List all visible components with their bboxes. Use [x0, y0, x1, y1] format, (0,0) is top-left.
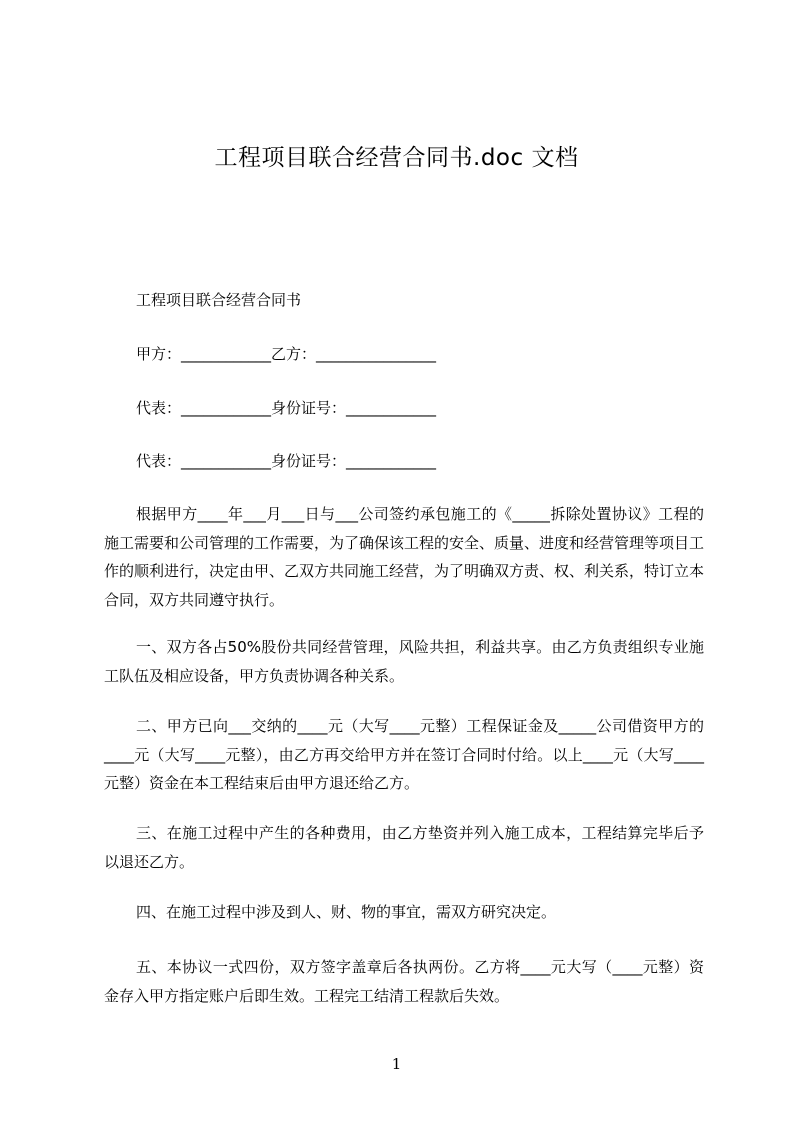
- representative-line-1: 代表：____________身份证号：____________: [136, 399, 437, 417]
- paragraph-intro: 根据甲方____年___月___日与___公司签约承包施工的《_____拆除处置协议》工程的施工需要和公司管理的工作需要，为了确保该工程的安全、质量、进度和经营管理等项目工作的顺利进行，决定由甲、乙双方共同施工经营，为了明确双方责、权、利关系，特订立本合同，双方共同遵守执行。: [104, 505, 705, 609]
- party-line: 甲方：____________乙方：________________: [136, 345, 437, 363]
- representative-line-2: 代表：____________身份证号：____________: [136, 452, 437, 470]
- page-number: 1: [391, 1055, 402, 1073]
- paragraph-clause-1: 一、双方各占50%股份共同经营管理，风险共担，利益共享。由乙方负责组织专业施工队伍及相应设备，甲方负责协调各种关系。: [104, 638, 704, 685]
- document-title: 工程项目联合经营合同书.doc 文档: [214, 145, 579, 171]
- paragraph-clause-4: 四、在施工过程中涉及到人、财、物的事宜，需双方研究决定。: [136, 903, 557, 921]
- paragraph-clause-3: 三、在施工过程中产生的各种费用，由乙方垫资并列入施工成本，工程结算完毕后予以退还乙方。: [104, 824, 704, 871]
- contract-subtitle: 工程项目联合经营合同书: [136, 291, 302, 309]
- paragraph-clause-5: 五、本协议一式四份，双方签字盖章后各执两份。乙方将____元大写（____元整）资金存入甲方指定账户后即生效。工程完工结清工程款后失效。: [104, 958, 704, 1005]
- paragraph-clause-2: 二、甲方已向___交纳的____元（大写____元整）工程保证金及_____公司借资甲方的____元（大写____元整），由乙方再交给甲方并在签订合同时付给。以上____元（大写____元整）资金在本工程结束后由甲方退还给乙方。: [104, 717, 704, 792]
